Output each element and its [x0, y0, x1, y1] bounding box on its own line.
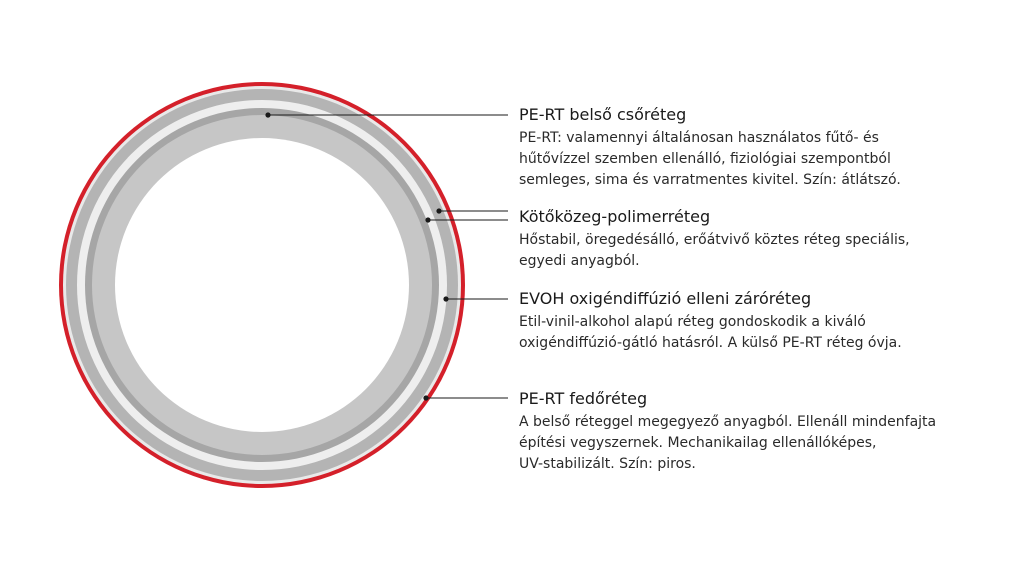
description-line: építési vegyszernek. Mechanikailag ellenállóképes,	[519, 435, 877, 451]
layer-evoh	[519, 289, 989, 354]
description-line: A belső réteggel megegyező anyagból. Ellenáll mindenfajta	[519, 414, 937, 430]
pipe-bore-hole	[115, 138, 409, 432]
layer-adhesive	[519, 207, 989, 272]
layer-title: PE-RT belső csőréteg	[519, 105, 687, 124]
layer-description	[519, 312, 989, 354]
layer-title: EVOH oxigéndiffúzió elleni záróréteg	[519, 289, 812, 308]
layer-outer-cover	[519, 389, 989, 475]
description-line: PE-RT: valamennyi általánosan használatos fűtő- és	[519, 130, 879, 146]
layer-description	[519, 128, 989, 191]
layer-description	[519, 230, 989, 272]
description-line: Hőstabil, öregedésálló, erőátvivő köztes réteg speciális,	[519, 232, 910, 248]
layer-description	[519, 412, 989, 475]
description-line: hűtővízzel szemben ellenálló, fiziológiai szempontból	[519, 151, 891, 167]
description-line: UV-stabilizált. Szín: piros.	[519, 456, 696, 472]
description-line: oxigéndiffúzió-gátló hatásról. A külső PE-RT réteg óvja.	[519, 335, 902, 351]
leader-line-cover-layer	[423, 395, 508, 400]
description-line: egyedi anyagból.	[519, 253, 640, 269]
description-line: Etil-vinil-alkohol alapú réteg gondoskodik a kiváló	[519, 314, 866, 330]
layer-inner-pe-rt	[519, 105, 989, 191]
layer-title: Kötőközeg-polimerréteg	[519, 207, 711, 226]
description-line: semleges, sima és varratmentes kivitel. Szín: átlátszó.	[519, 172, 901, 188]
layer-title: PE-RT fedőréteg	[519, 389, 648, 408]
